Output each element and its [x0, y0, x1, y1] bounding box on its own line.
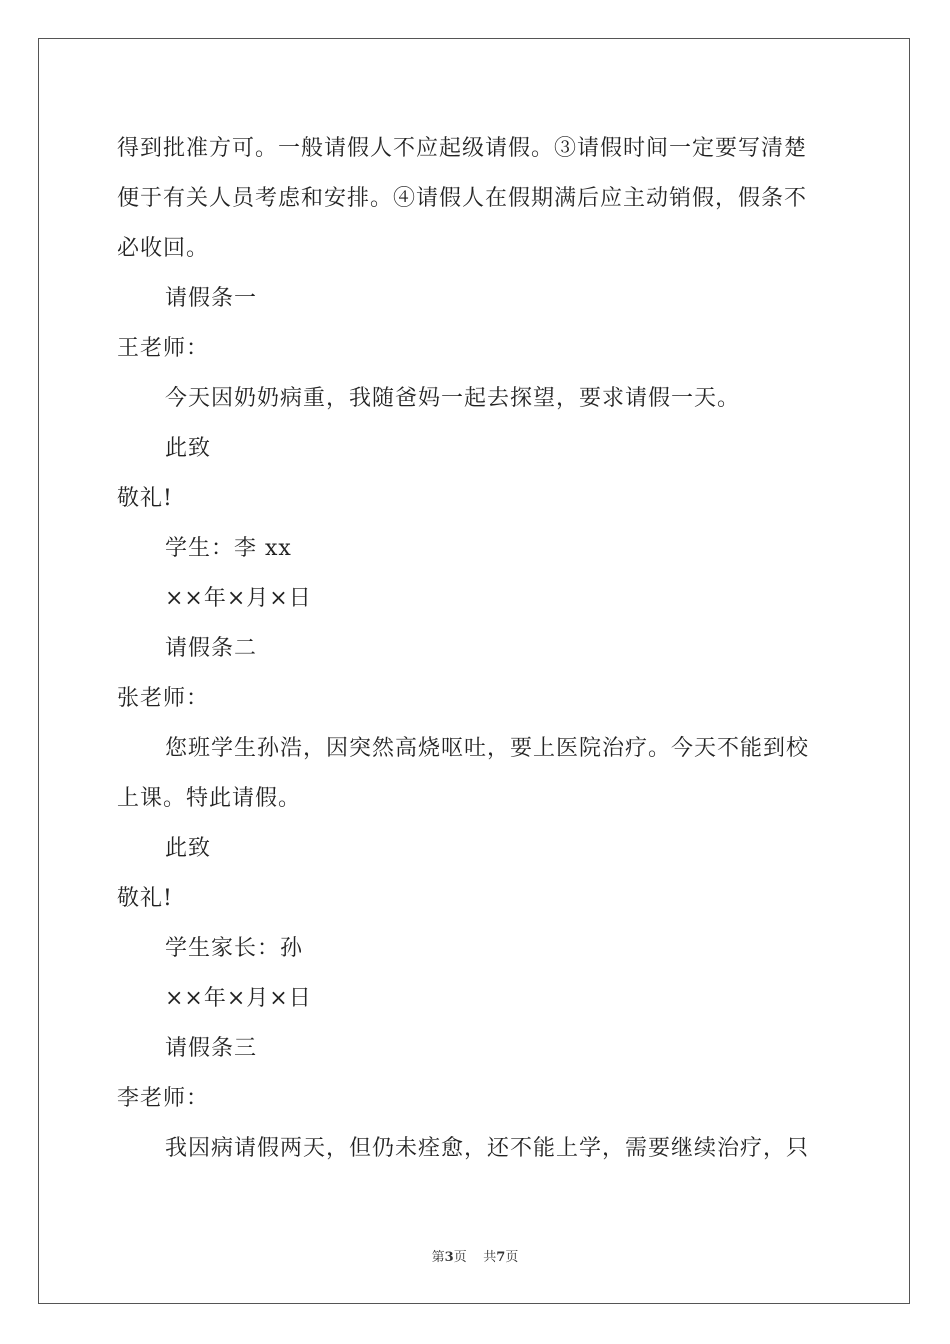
date-line: ××年×月×日 — [165, 586, 312, 611]
document-body — [117, 124, 837, 1174]
salutation: 张老师： — [117, 686, 210, 711]
closing: 此致 — [165, 836, 212, 861]
section-heading: 请假条三 — [165, 1036, 258, 1061]
date-line: ××年×月×日 — [165, 986, 312, 1011]
closing: 此致 — [165, 436, 212, 461]
closing-greeting: 敬礼! — [117, 886, 173, 911]
closing-greeting: 敬礼! — [117, 486, 173, 511]
page-number: 3 — [444, 1250, 454, 1265]
text-line: 您班学生孙浩，因突然高烧呕吐，要上医院治疗。今天不能到校 — [165, 736, 810, 761]
text-line: 必收回。 — [117, 236, 210, 261]
text-line: 得到批准方可。一般请假人不应起级请假。③请假时间一定要写清楚 — [117, 136, 808, 161]
salutation: 王老师： — [117, 336, 210, 361]
section-heading: 请假条二 — [165, 636, 258, 661]
page-suffix: 页 — [453, 1250, 467, 1265]
salutation: 李老师： — [117, 1086, 210, 1111]
section-heading: 请假条一 — [165, 286, 258, 311]
signature: 学生：李 xx — [165, 536, 292, 561]
text-line: 今天因奶奶病重，我随爸妈一起去探望，要求请假一天。 — [165, 386, 741, 411]
total-suffix: 页 — [505, 1250, 519, 1265]
text-line: 便于有关人员考虑和安排。④请假人在假期满后应主动销假，假条不 — [117, 186, 808, 211]
page-footer — [0, 1246, 950, 1265]
total-prefix: 共 — [483, 1250, 497, 1265]
text-line: 我因病请假两天，但仍未痊愈，还不能上学，需要继续治疗，只 — [165, 1136, 810, 1161]
text-line: 上课。特此请假。 — [117, 786, 302, 811]
page-prefix: 第 — [431, 1250, 445, 1265]
total-pages: 7 — [496, 1250, 506, 1265]
signature: 学生家长：孙 — [165, 936, 304, 961]
